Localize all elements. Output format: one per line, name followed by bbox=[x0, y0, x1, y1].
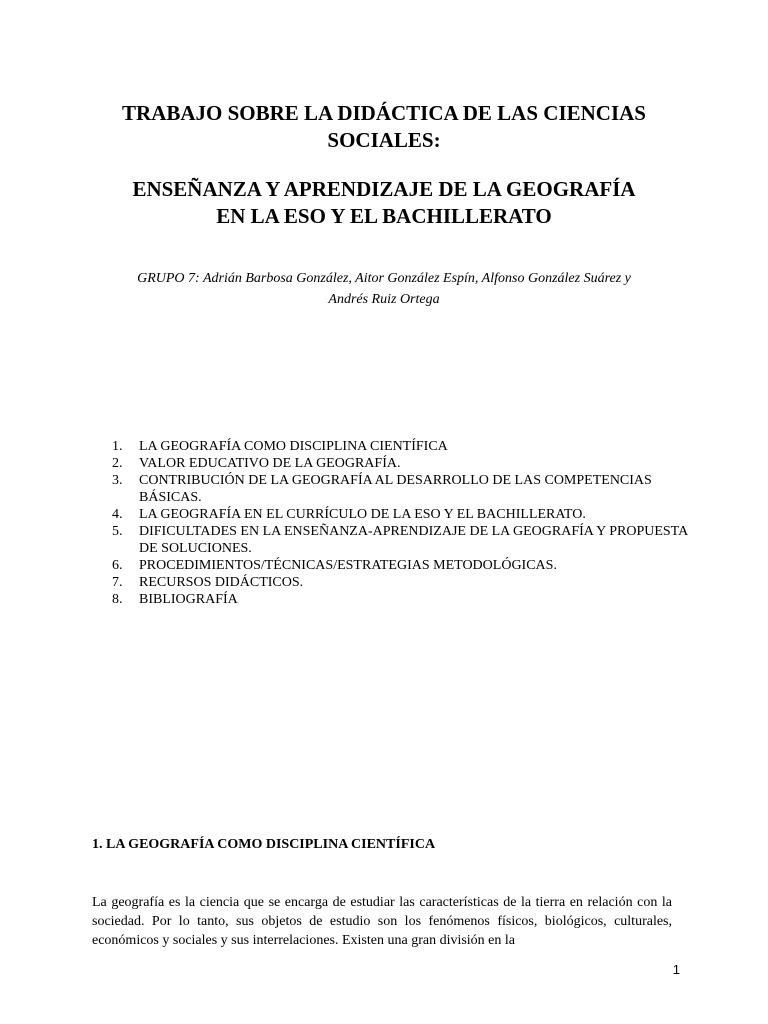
body-paragraph: La geografía es la ciencia que se encarga de estudiar las características de la tierra en relación con la sociedad. Por lo tanto, sus objetos de estudio son los fenómenos físicos, biológicos, culturales, económicos y sociales y sus interrelaciones. Existen una gran división en la bbox=[92, 895, 672, 948]
toc-item-number: 2. bbox=[112, 456, 123, 471]
toc-item bbox=[112, 438, 692, 455]
title-line-2: SOCIALES: bbox=[327, 128, 441, 152]
toc-item bbox=[112, 455, 692, 472]
toc-item bbox=[112, 557, 692, 574]
toc-item-text: LA GEOGRAFÍA EN EL CURRÍCULO DE LA ESO Y EL BACHILLERATO. bbox=[139, 507, 586, 522]
toc-item-number: 8. bbox=[112, 592, 123, 607]
toc-item-number: 7. bbox=[112, 575, 123, 590]
toc-item-number: 1. bbox=[112, 439, 123, 454]
table-of-contents bbox=[112, 438, 692, 608]
toc-item bbox=[112, 523, 692, 557]
subtitle-line-1: ENSEÑANZA Y APRENDIZAJE DE LA GEOGRAFÍA bbox=[132, 177, 636, 201]
toc-item bbox=[112, 506, 692, 523]
toc-item-text: BIBLIOGRAFÍA bbox=[139, 592, 238, 607]
toc-item-number: 3. bbox=[112, 473, 123, 488]
toc-item-text: LA GEOGRAFÍA COMO DISCIPLINA CIENTÍFICA bbox=[139, 439, 448, 454]
section-heading: 1. LA GEOGRAFÍA COMO DISCIPLINA CIENTÍFICA bbox=[92, 837, 436, 852]
toc-item bbox=[112, 574, 692, 591]
toc-item-number: 5. bbox=[112, 524, 123, 539]
document-subtitle bbox=[60, 176, 708, 230]
toc-item-text: VALOR EDUCATIVO DE LA GEOGRAFÍA. bbox=[139, 456, 401, 471]
page-number: 1 bbox=[672, 962, 680, 977]
authors-line-2: Andrés Ruiz Ortega bbox=[328, 292, 440, 307]
toc-item-number: 4. bbox=[112, 507, 123, 522]
toc-item bbox=[112, 472, 692, 506]
subtitle-line-2: EN LA ESO Y EL BACHILLERATO bbox=[216, 204, 552, 228]
document-title bbox=[60, 100, 708, 154]
toc-item-text: PROCEDIMIENTOS/TÉCNICAS/ESTRATEGIAS METODOLÓGICAS. bbox=[139, 558, 557, 573]
toc-item-text: DIFICULTADES EN LA ENSEÑANZA-APRENDIZAJE DE LA GEOGRAFÍA Y PROPUESTA DE SOLUCIONES. bbox=[139, 524, 688, 556]
toc-item-text: CONTRIBUCIÓN DE LA GEOGRAFÍA AL DESARROLLO DE LAS COMPETENCIAS BÁSICAS. bbox=[139, 473, 652, 505]
title-line-1: TRABAJO SOBRE LA DIDÁCTICA DE LAS CIENCIAS bbox=[122, 101, 646, 125]
toc-item-number: 6. bbox=[112, 558, 123, 573]
authors-line-1: GRUPO 7: Adrián Barbosa González, Aitor González Espín, Alfonso González Suárez y bbox=[137, 271, 631, 286]
authors bbox=[80, 268, 688, 310]
toc-item bbox=[112, 591, 692, 608]
toc-item-text: RECURSOS DIDÁCTICOS. bbox=[139, 575, 304, 590]
